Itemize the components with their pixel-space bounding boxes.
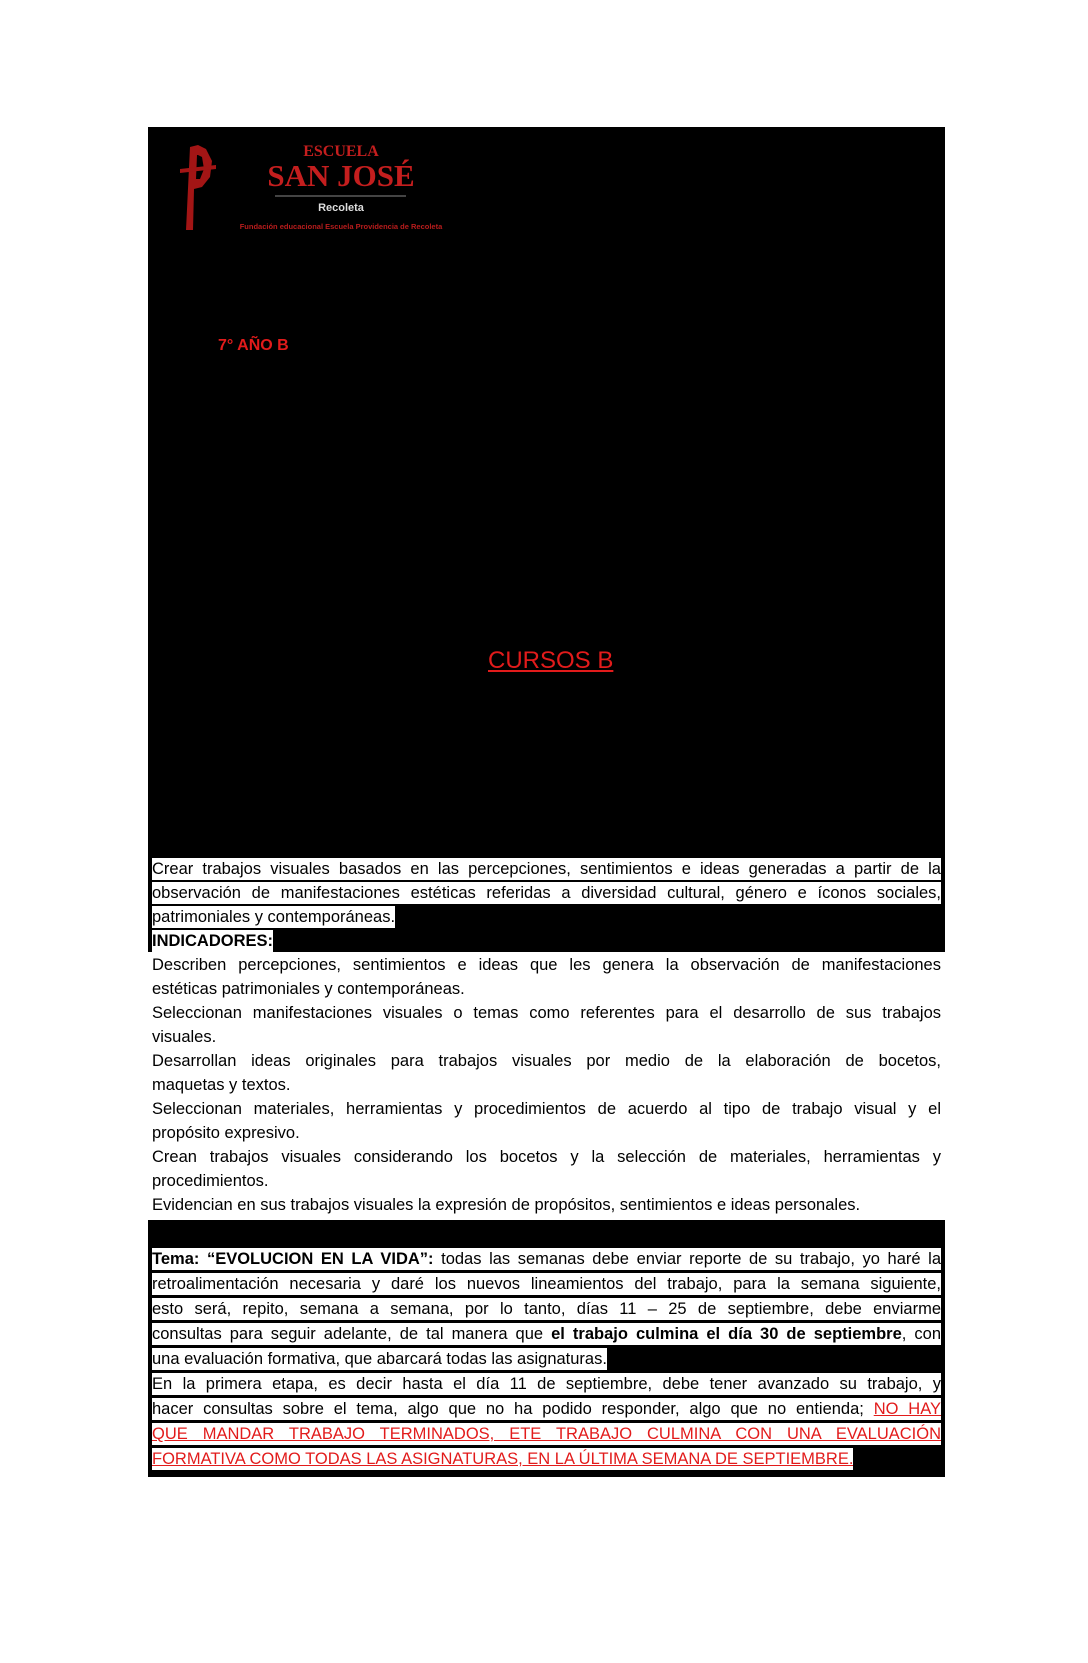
tema-line: Tema: “EVOLUCION EN LA VIDA”: todas las semanas debe enviar reporte de su trabajo, yo haré la: [152, 1248, 941, 1271]
objective-line: Crear trabajos visuales basados en las percepciones, sentimientos e ideas generadas a partir de la: [152, 858, 941, 881]
etapa-warning-line: QUE MANDAR TRABAJO TERMINADOS, ETE TRABAJO CULMINA CON UNA EVALUACIÓN: [152, 1425, 941, 1443]
indicator-line: visuales.: [152, 1028, 217, 1046]
tema-section: [148, 1220, 945, 1477]
tema-line: consultas para seguir adelante, de tal manera que el trabajo culmina el día 30 de septiembre, con: [152, 1323, 941, 1346]
logo-line1: ESCUELA: [303, 143, 379, 160]
indicator-line: Seleccionan materiales, herramientas y procedimientos de acuerdo al tipo de trabajo visual y el: [152, 1100, 941, 1118]
indicator-line: Describen percepciones, sentimientos e ideas que les genera la observación de manifestaciones: [152, 956, 941, 974]
indicator-line: Crean trabajos visuales considerando los bocetos y la selección de materiales, herramientas y: [152, 1148, 941, 1166]
indicator-line: maquetas y textos.: [152, 1076, 291, 1094]
indicator-line: estéticas patrimoniales y contemporáneas.: [152, 980, 465, 998]
indicator-line: Evidencian en sus trabajos visuales la expresión de propósitos, sentimientos e ideas personales.: [152, 1196, 861, 1214]
school-logo: [176, 135, 466, 235]
logo-mark-icon: [176, 135, 466, 235]
tema-line: una evaluación formativa, que abarcará todas las asignaturas.: [152, 1348, 607, 1370]
objective-line: patrimoniales y contemporáneas.: [152, 906, 395, 928]
tema-line: esto será, repito, semana a semana, por lo tanto, días 11 – 25 de septiembre, debe enviarme: [152, 1298, 941, 1321]
tema-line: retroalimentación necesaria y daré los nuevos lineamientos del trabajo, para la semana siguiente,: [152, 1273, 941, 1296]
cursos-title: CURSOS B: [488, 647, 614, 674]
objective-line: observación de manifestaciones estéticas referidas a diversidad cultural, género e íconos sociales,: [152, 882, 941, 905]
course-label: 7° AÑO B: [218, 337, 289, 354]
indicator-line: propósito expresivo.: [152, 1124, 300, 1142]
header-block: [148, 127, 945, 852]
etapa-line: hacer consultas sobre el tema, algo que no ha podido responder, algo que no entienda; NO HAY: [152, 1400, 941, 1418]
logo-line3: Recoleta: [318, 202, 364, 214]
etapa-line: En la primera etapa, es decir hasta el día 11 de septiembre, debe tener avanzado su trabajo, y: [152, 1375, 941, 1393]
etapa-warning-line: FORMATIVA COMO TODAS LAS ASIGNATURAS, EN LA ÚLTIMA SEMANA DE SEPTIEMBRE.: [152, 1450, 854, 1468]
document-page: [148, 127, 945, 1477]
logo-line4: Fundación educacional Escuela Providencia de Recoleta: [239, 222, 443, 231]
indicators-label: INDICADORES:: [152, 932, 274, 950]
indicator-line: procedimientos.: [152, 1172, 269, 1190]
indicators-section: [148, 952, 945, 1220]
logo-line2: SAN JOSÉ: [267, 158, 415, 193]
indicator-line: Desarrollan ideas originales para trabajos visuales por medio de la elaboración de bocetos,: [152, 1052, 941, 1070]
indicator-line: Seleccionan manifestaciones visuales o temas como referentes para el desarrollo de sus trabajos: [152, 1004, 941, 1022]
